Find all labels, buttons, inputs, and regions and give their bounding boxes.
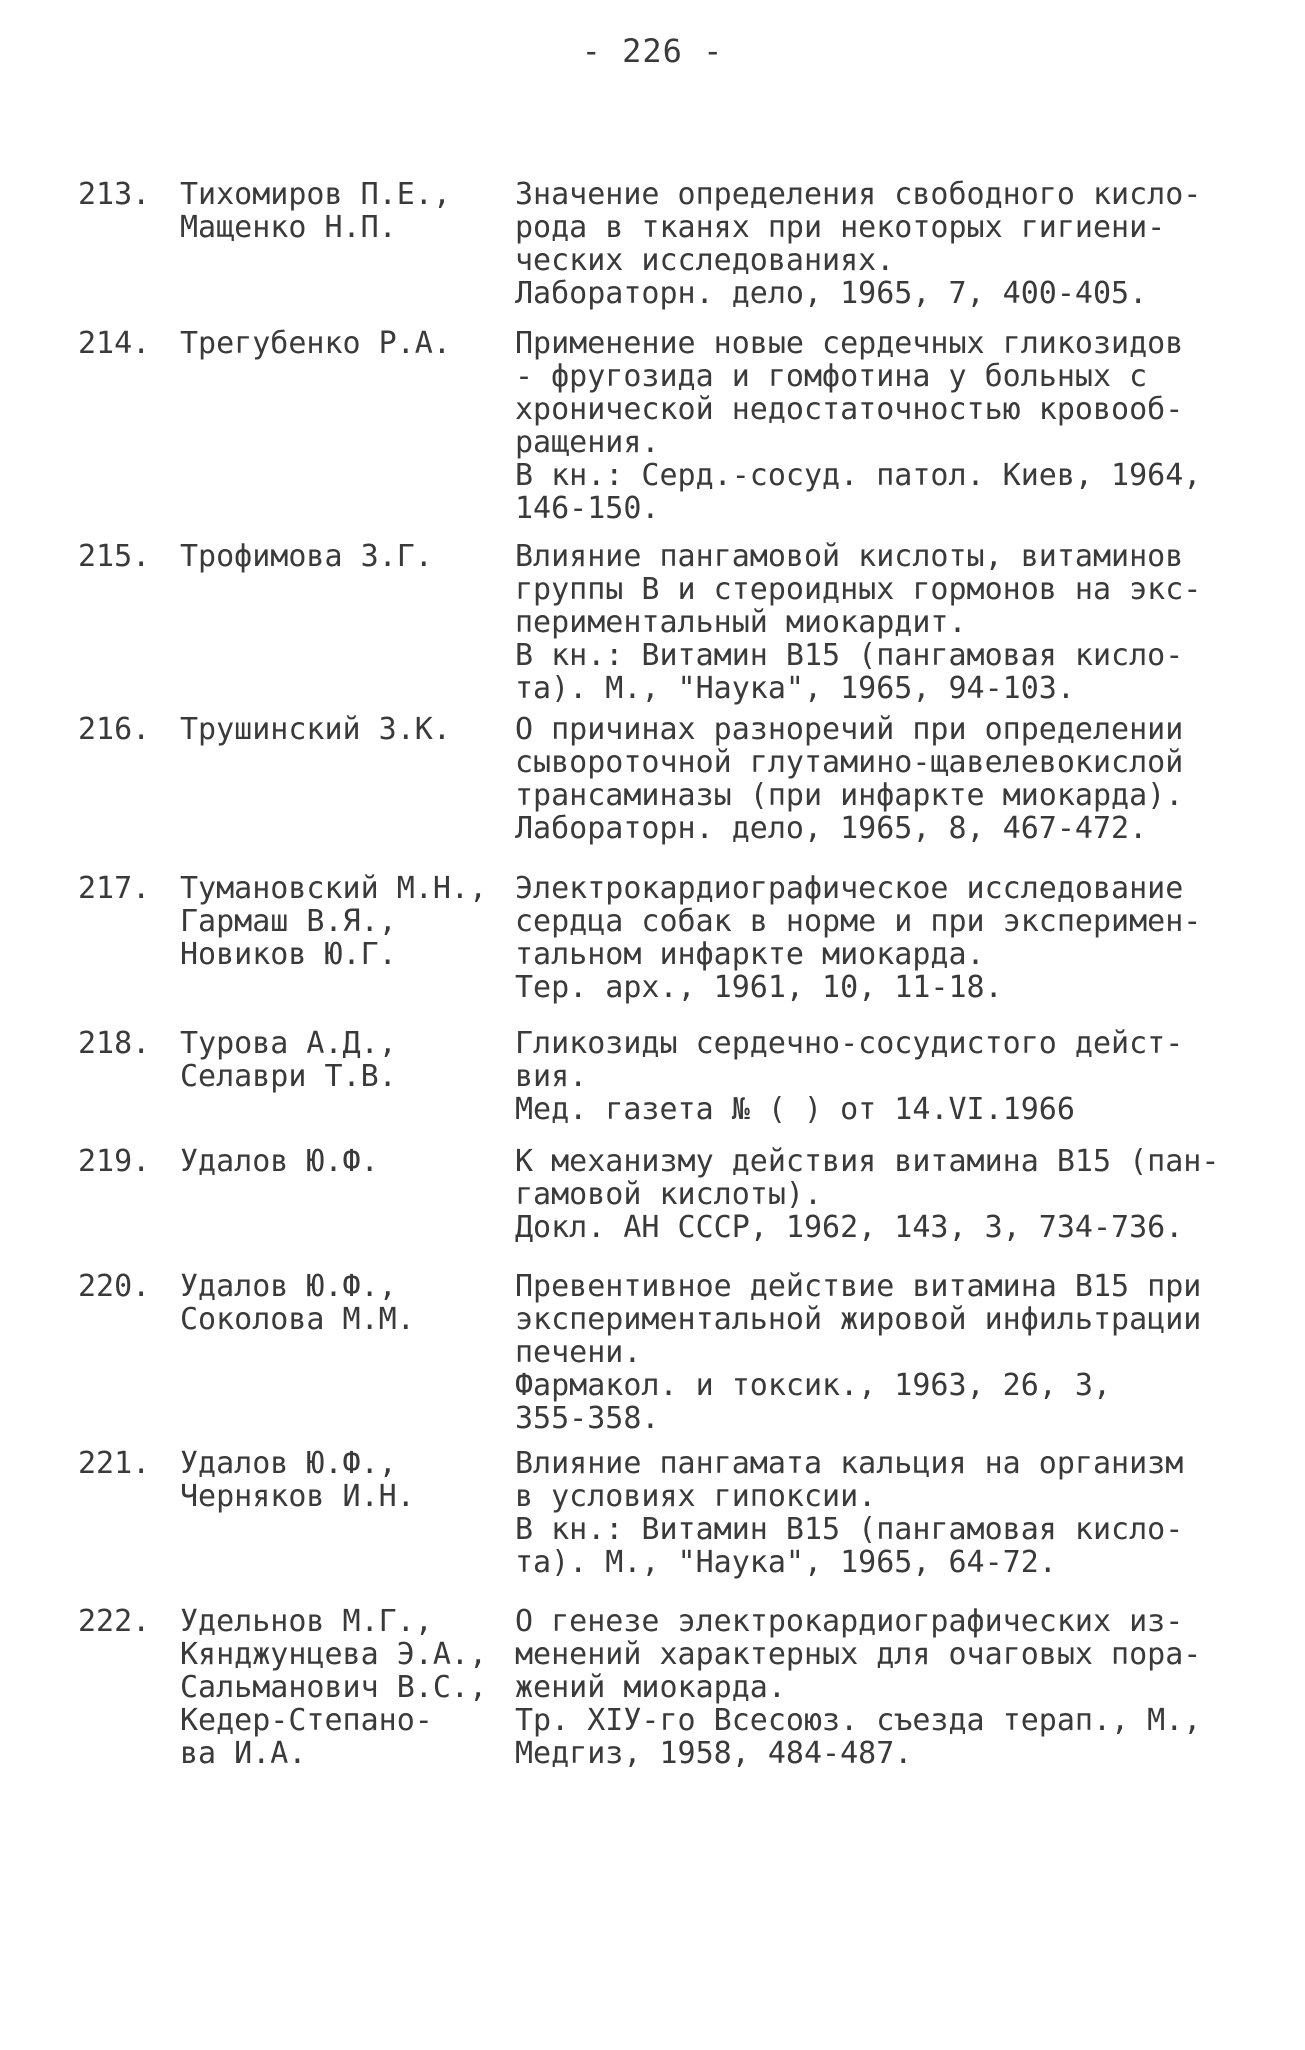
entry-authors <box>180 1145 510 1178</box>
reference-line: сердца собак в норме и при эксперимен- <box>515 905 1202 938</box>
author-name: Удалов Ю.Ф., <box>180 1446 397 1481</box>
author-name: Кянджунцева Э.А., <box>180 1637 488 1672</box>
entry-number: 222. <box>78 1604 151 1639</box>
author-name: Соколова М.М. <box>180 1302 415 1337</box>
reference-line: Лабораторн. дело, 1965, 7, 400-405. <box>515 277 1148 310</box>
author-name: Селаври Т.В. <box>180 1059 397 1094</box>
author-name: Новиков Ю.Г. <box>180 937 397 972</box>
reference-line: В кн.: Витамин В15 (пангамовая кисло- <box>515 639 1184 672</box>
reference-line: Превентивное действие витамина В15 при <box>515 1270 1202 1303</box>
entry-number: 213. <box>78 177 151 212</box>
author-name: Удельнов М.Г., <box>180 1604 433 1639</box>
entry-number: 215. <box>78 539 151 574</box>
reference-line: Применение новые сердечных гликозидов <box>515 327 1184 360</box>
author-name: Трушинский З.К. <box>180 712 451 747</box>
reference-line: группы В и стероидных гормонов на экс- <box>515 573 1202 606</box>
entry-number: 218. <box>78 1026 151 1061</box>
author-name: Удалов Ю.Ф. <box>180 1144 379 1179</box>
author-name: Удалов Ю.Ф., <box>180 1269 397 1304</box>
entry-number: 214. <box>78 326 151 361</box>
reference-line: - фругозида и гомфотина у больных с <box>515 360 1148 393</box>
reference-line: Лабораторн. дело, 1965, 8, 467-472. <box>515 812 1148 845</box>
page-number: - 226 - <box>581 32 724 70</box>
entry-authors <box>180 1270 510 1336</box>
reference-line: экспериментальной жировой инфильтрации <box>515 1303 1202 1336</box>
author-name: Тумановский М.Н., <box>180 871 488 906</box>
reference-line: В кн.: Витамин В15 (пангамовая кисло- <box>515 1513 1184 1546</box>
entry-authors <box>180 1447 510 1513</box>
entry-reference <box>515 1605 1260 1770</box>
entry-reference <box>515 1270 1260 1435</box>
author-name: Сальманович В.С., <box>180 1670 488 1705</box>
author-name: Трофимова З.Г. <box>180 539 433 574</box>
reference-line: та). М., "Наука", 1965, 94-103. <box>515 672 1075 705</box>
reference-line: Мед. газета № ( ) от 14.VI.1966 <box>515 1093 1075 1126</box>
entry-reference <box>515 1145 1260 1244</box>
reference-line: менений характерных для очаговых пора- <box>515 1638 1202 1671</box>
author-name: ва И.А. <box>180 1736 307 1771</box>
entry-reference <box>515 178 1260 310</box>
reference-line: К механизму действия витамина В15 (пан- <box>515 1145 1220 1178</box>
entry-authors <box>180 1027 510 1093</box>
reference-line: жений миокарда. <box>515 1671 786 1704</box>
author-name: Гармаш В.Я., <box>180 904 397 939</box>
reference-line: хронической недостаточностью кровооб- <box>515 393 1184 426</box>
entry-number: 220. <box>78 1269 151 1304</box>
reference-line: Влияние пангамата кальция на организм <box>515 1447 1184 1480</box>
entry-reference <box>515 1447 1260 1579</box>
entry-authors <box>180 1605 510 1770</box>
entry-authors <box>180 178 510 244</box>
reference-line: ращения. <box>515 426 660 459</box>
entry-reference <box>515 540 1260 705</box>
reference-line: О причинах разноречий при определении <box>515 713 1184 746</box>
entry-reference <box>515 1027 1260 1126</box>
reference-line: печени. <box>515 1336 642 1369</box>
reference-line: сывороточной глутамино-щавелевокислой <box>515 746 1184 779</box>
entry-authors <box>180 540 510 573</box>
author-name: Тихомиров П.Е., <box>180 177 451 212</box>
reference-line: вия. <box>515 1060 588 1093</box>
reference-line: Тр. XIУ-го Всесоюз. съезда терап., М., <box>515 1704 1202 1737</box>
author-name: Трегубенко Р.А. <box>180 326 451 361</box>
reference-line: Докл. АН СССР, 1962, 143, 3, 734-736. <box>515 1211 1184 1244</box>
reference-line: гамовой кислоты). <box>515 1178 823 1211</box>
reference-line: 146-150. <box>515 492 660 525</box>
reference-line: 355-358. <box>515 1402 660 1435</box>
entry-reference <box>515 713 1260 845</box>
reference-line: рода в тканях при некоторых гигиени- <box>515 211 1166 244</box>
reference-line: О генезе электрокардиографических из- <box>515 1605 1184 1638</box>
reference-line: В кн.: Серд.-сосуд. патол. Киев, 1964, <box>515 459 1202 492</box>
reference-line: Фармакол. и токсик., 1963, 26, 3, <box>515 1369 1112 1402</box>
reference-line: Медгиз, 1958, 484-487. <box>515 1737 913 1770</box>
reference-line: Влияние пангамовой кислоты, витаминов <box>515 540 1184 573</box>
entry-reference <box>515 327 1260 525</box>
entry-number: 219. <box>78 1144 151 1179</box>
reference-line: периментальный миокардит. <box>515 606 967 639</box>
author-name: Кедер-Степано- <box>180 1703 433 1738</box>
entry-authors <box>180 713 510 746</box>
reference-line: тальном инфаркте миокарда. <box>515 938 985 971</box>
entry-number: 216. <box>78 712 151 747</box>
reference-line: Гликозиды сердечно-сосудистого дейст- <box>515 1027 1184 1060</box>
entry-number: 217. <box>78 871 151 906</box>
reference-line: в условиях гипоксии. <box>515 1480 877 1513</box>
author-name: Турова А.Д., <box>180 1026 397 1061</box>
reference-line: ческих исследованиях. <box>515 244 895 277</box>
reference-line: та). М., "Наука", 1965, 64-72. <box>515 1546 1057 1579</box>
reference-line: Значение определения свободного кисло- <box>515 178 1202 211</box>
reference-line: трансаминазы (при инфаркте миокарда). <box>515 779 1184 812</box>
entry-reference <box>515 872 1260 1004</box>
entry-authors <box>180 872 510 971</box>
entry-number: 221. <box>78 1446 151 1481</box>
reference-line: Тер. арх., 1961, 10, 11-18. <box>515 971 1003 1004</box>
author-name: Черняков И.Н. <box>180 1479 415 1514</box>
author-name: Мащенко Н.П. <box>180 210 397 245</box>
entry-authors <box>180 327 510 360</box>
reference-line: Электрокардиографическое исследование <box>515 872 1184 905</box>
